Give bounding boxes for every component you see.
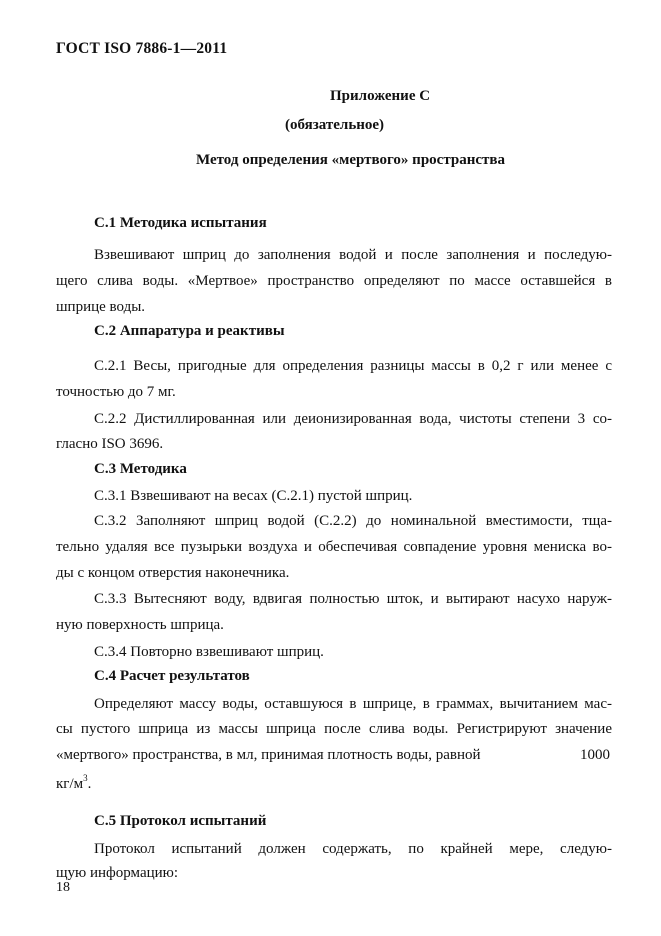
section-heading-c1: С.1 Методика испытания <box>94 215 267 231</box>
paragraph-line: тельно удаляя все пузырьки воздуха и обеспечивая совпадение уровня мениска во- <box>56 539 612 555</box>
paragraph-line: Взвешивают шприц до заполнения водой и после заполнения и последую- <box>94 247 612 263</box>
unit-period: . <box>87 776 92 792</box>
section-heading-c2: С.2 Аппаратура и реактивы <box>94 323 285 339</box>
page-number: 18 <box>56 880 70 895</box>
section-heading-c4: С.4 Расчет результатов <box>94 668 250 684</box>
section-heading-c3: С.3 Методика <box>94 461 187 477</box>
paragraph-line: С.3.4 Повторно взвешивают шприц. <box>94 644 324 660</box>
paragraph-line: «мертвого» пространства, в мл, принимая плотность воды, равной <box>56 747 481 763</box>
paragraph-line: ную поверхность шприца. <box>56 617 224 633</box>
paragraph-line: сы пустого шприца из массы шприца после слива воды. Регистрируют значение <box>56 721 612 737</box>
density-value: 1000 <box>580 747 610 763</box>
paragraph-line: гласно ISO 3696. <box>56 436 164 452</box>
density-unit <box>56 775 612 793</box>
paragraph-line: ды с концом отверстия наконечника. <box>56 565 290 581</box>
unit-exponent: 3 <box>83 773 88 783</box>
paragraph-line: С.2.2 Дистиллированная или деионизированная вода, чистоты степени 3 со- <box>94 411 612 427</box>
paragraph-line: щего слива воды. «Мертвое» пространство определяют по массе оставшейся в <box>56 273 612 289</box>
method-title: Метод определения «мертвого» пространства <box>196 152 505 168</box>
paragraph-line: Протокол испытаний должен содержать, по крайней мере, следую- <box>94 841 612 857</box>
paragraph-line: точностью до 7 мг. <box>56 384 176 400</box>
paragraph-line: С.3.2 Заполняют шприц водой (С.2.2) до номинальной вместимости, тща- <box>94 513 612 529</box>
appendix-title: Приложение С <box>330 88 431 104</box>
paragraph-line: С.2.1 Весы, пригодные для определения разницы массы в 0,2 г или менее с <box>94 358 612 374</box>
unit-base: кг/м <box>56 776 84 792</box>
paragraph-line: шприце воды. <box>56 299 146 315</box>
paragraph-line: Определяют массу воды, оставшуюся в шприце, в граммах, вычитанием мас- <box>94 696 612 712</box>
standard-header: ГОСТ ISO 7886-1—2011 <box>56 40 228 57</box>
paragraph-line: С.3.1 Взвешивают на весах (С.2.1) пустой шприц. <box>94 488 413 504</box>
paragraph-line: С.3.3 Вытесняют воду, вдвигая полностью шток, и вытирают насухо наруж- <box>94 591 612 607</box>
section-heading-c5: С.5 Протокол испытаний <box>94 813 267 829</box>
appendix-note: (обязательное) <box>285 117 385 133</box>
paragraph-line: щую информацию: <box>56 865 179 881</box>
